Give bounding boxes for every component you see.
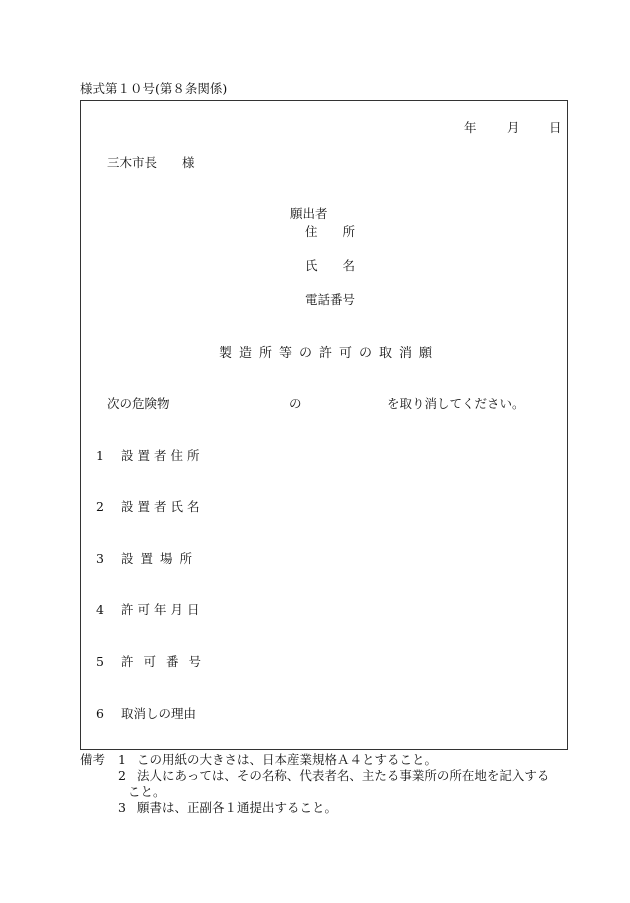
- document-title: 製造所等の許可の取消願: [219, 346, 440, 361]
- date-month-label: 月: [507, 120, 520, 135]
- item-number: 6: [96, 706, 104, 721]
- date-year-label: 年: [464, 120, 477, 135]
- item-label-installer-name: 設置者氏名: [121, 499, 204, 514]
- item-number: 3: [96, 551, 104, 566]
- request-suffix: を取り消してください。: [387, 396, 525, 411]
- form-frame: [80, 100, 568, 750]
- item-label-installer-address: 設置者住所: [121, 448, 204, 463]
- note-number: 1: [118, 752, 126, 767]
- item-number: 1: [96, 448, 104, 463]
- date-day-label: 日: [549, 120, 562, 135]
- request-prefix: 次の危険物: [107, 396, 170, 411]
- note-text: 法人にあっては、その名称、代表者名、主たる事業所の所在地を記入する: [137, 768, 550, 783]
- note-text-continuation: こと。: [128, 784, 166, 799]
- item-label-installation-site: 設置場所: [121, 551, 200, 566]
- item-number: 2: [96, 499, 104, 514]
- applicant-heading: 願出者: [290, 206, 328, 221]
- applicant-name-label: 氏 名: [305, 258, 356, 273]
- request-middle: の: [289, 396, 302, 411]
- note-text: この用紙の大きさは、日本産業規格Ａ４とすること。: [137, 752, 438, 767]
- note-text: 願書は、正副各１通提出すること。: [137, 800, 338, 815]
- note-number: 2: [118, 768, 126, 783]
- form-number: 様式第１０号(第８条関係): [80, 81, 228, 96]
- item-label-permit-date: 許可年月日: [121, 602, 204, 617]
- item-number: 4: [96, 602, 104, 617]
- item-label-cancellation-reason: 取消しの理由: [121, 706, 197, 721]
- applicant-phone-label: 電話番号: [305, 292, 356, 307]
- item-label-permit-number: 許可番号: [121, 654, 212, 669]
- note-number: 3: [118, 800, 126, 815]
- notes-heading: 備考: [80, 752, 106, 767]
- addressee: 三木市長 様: [107, 155, 195, 170]
- applicant-address-label: 住 所: [305, 224, 356, 239]
- item-number: 5: [96, 654, 104, 669]
